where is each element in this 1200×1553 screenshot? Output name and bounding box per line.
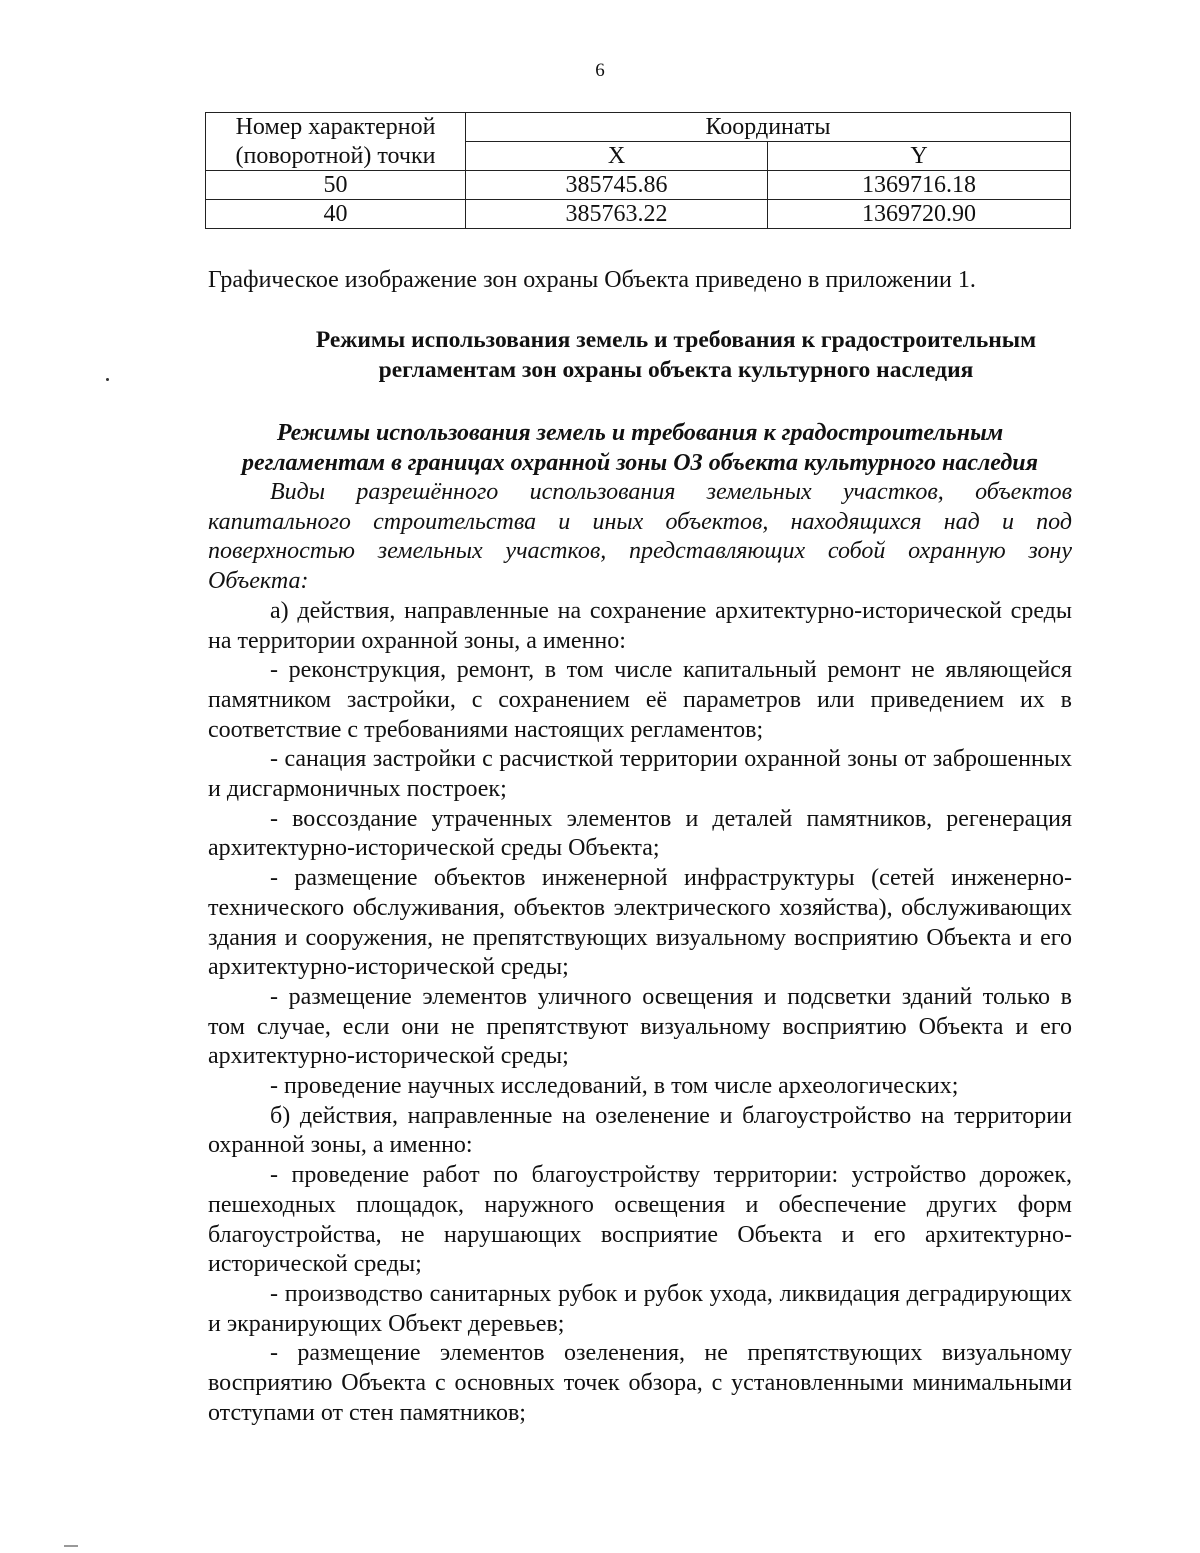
body-text — [208, 478, 1072, 1429]
section-heading: Режимы использования земель и требования к градостроительным регламентам зон охраны объекта культурного наследия — [315, 327, 1037, 383]
paragraph-a: а) действия, направленные на сохранение архитектурно-исторической среды на территории охранной зоны, а именно: — [208, 597, 1072, 654]
table-row — [206, 200, 1071, 229]
list-item: - санация застройки с расчисткой территории охранной зоны от заброшенных и дисгармоничных построек; — [208, 746, 1072, 803]
scan-mark — [64, 1545, 78, 1547]
header-y: Y — [768, 142, 1071, 171]
list-item: - производство санитарных рубок и рубок ухода, ликвидация деградирующих и экранирующих Объект деревьев; — [208, 1280, 1072, 1337]
table-subheader-row — [206, 142, 1071, 171]
list-item: - размещение элементов уличного освещения и подсветки зданий только в том случае, если они не препятствуют визуальному восприятию Объекта и его архитектурно-исторической среды; — [208, 983, 1072, 1070]
cell-point: 50 — [206, 171, 466, 200]
page-number: 6 — [595, 60, 605, 81]
paragraph-b: б) действия, направленные на озеленение и благоустройство на территории охранной зоны, а именно: — [208, 1102, 1072, 1159]
subsection-heading: Режимы использования земель и требования к градостроительным регламентам в границах охранной зоны ОЗ объекта культурного наследия — [242, 420, 1038, 476]
table-row — [206, 171, 1071, 200]
scan-speck — [106, 378, 109, 381]
cell-y: 1369716.18 — [768, 171, 1071, 200]
intro-line: Графическое изображение зон охраны Объекта приведено в приложении 1. — [208, 267, 976, 293]
table-header-row — [206, 113, 1071, 142]
list-item: - проведение работ по благоустройству территории: устройство дорожек, пешеходных площадок, наружного освещения и обеспечение других форм благоустройства, не нарушающих восприятие Объекта и его архитектурно-исторической среды; — [208, 1162, 1072, 1278]
coordinates-table — [205, 112, 1071, 229]
header-x: X — [466, 142, 768, 171]
cell-point: 40 — [206, 200, 466, 229]
cell-y: 1369720.90 — [768, 200, 1071, 229]
cell-x: 385745.86 — [466, 171, 768, 200]
list-item: - реконструкция, ремонт, в том числе капитальный ремонт не являющейся памятником застройки, с сохранением её параметров или приведением их в соответствие с требованиями настоящих регламентов; — [208, 657, 1072, 743]
list-item: - проведение научных исследований, в том числе археологических; — [270, 1073, 959, 1100]
header-coordinates: Координаты — [466, 113, 1071, 142]
header-point-line1: Номер характерной — [206, 113, 466, 142]
header-point-line2: (поворотной) точки — [206, 142, 466, 171]
cell-x: 385763.22 — [466, 200, 768, 229]
list-item: - размещение объектов инженерной инфраструктуры (сетей инженерно-технического обслуживания, объектов электрического хозяйства), обслуживающих здания и сооружения, не препятствующих визуальному восприятию Объекта и его архитектурно-исторической среды; — [208, 865, 1072, 981]
italic-paragraph: Виды разрешённого использования земельных участков, объектов капитального строительства и иных объектов, находящихся над и под поверхностью земельных участков, представляющих собой охранную зону Объекта: — [208, 479, 1072, 595]
list-item: - воссоздание утраченных элементов и деталей памятников, регенерация архитектурно-исторической среды Объекта; — [208, 805, 1072, 862]
list-item: - размещение элементов озеленения, не препятствующих визуальному восприятию Объекта с основных точек обзора, с установленными минимальными отступами от стен памятников; — [208, 1340, 1072, 1426]
